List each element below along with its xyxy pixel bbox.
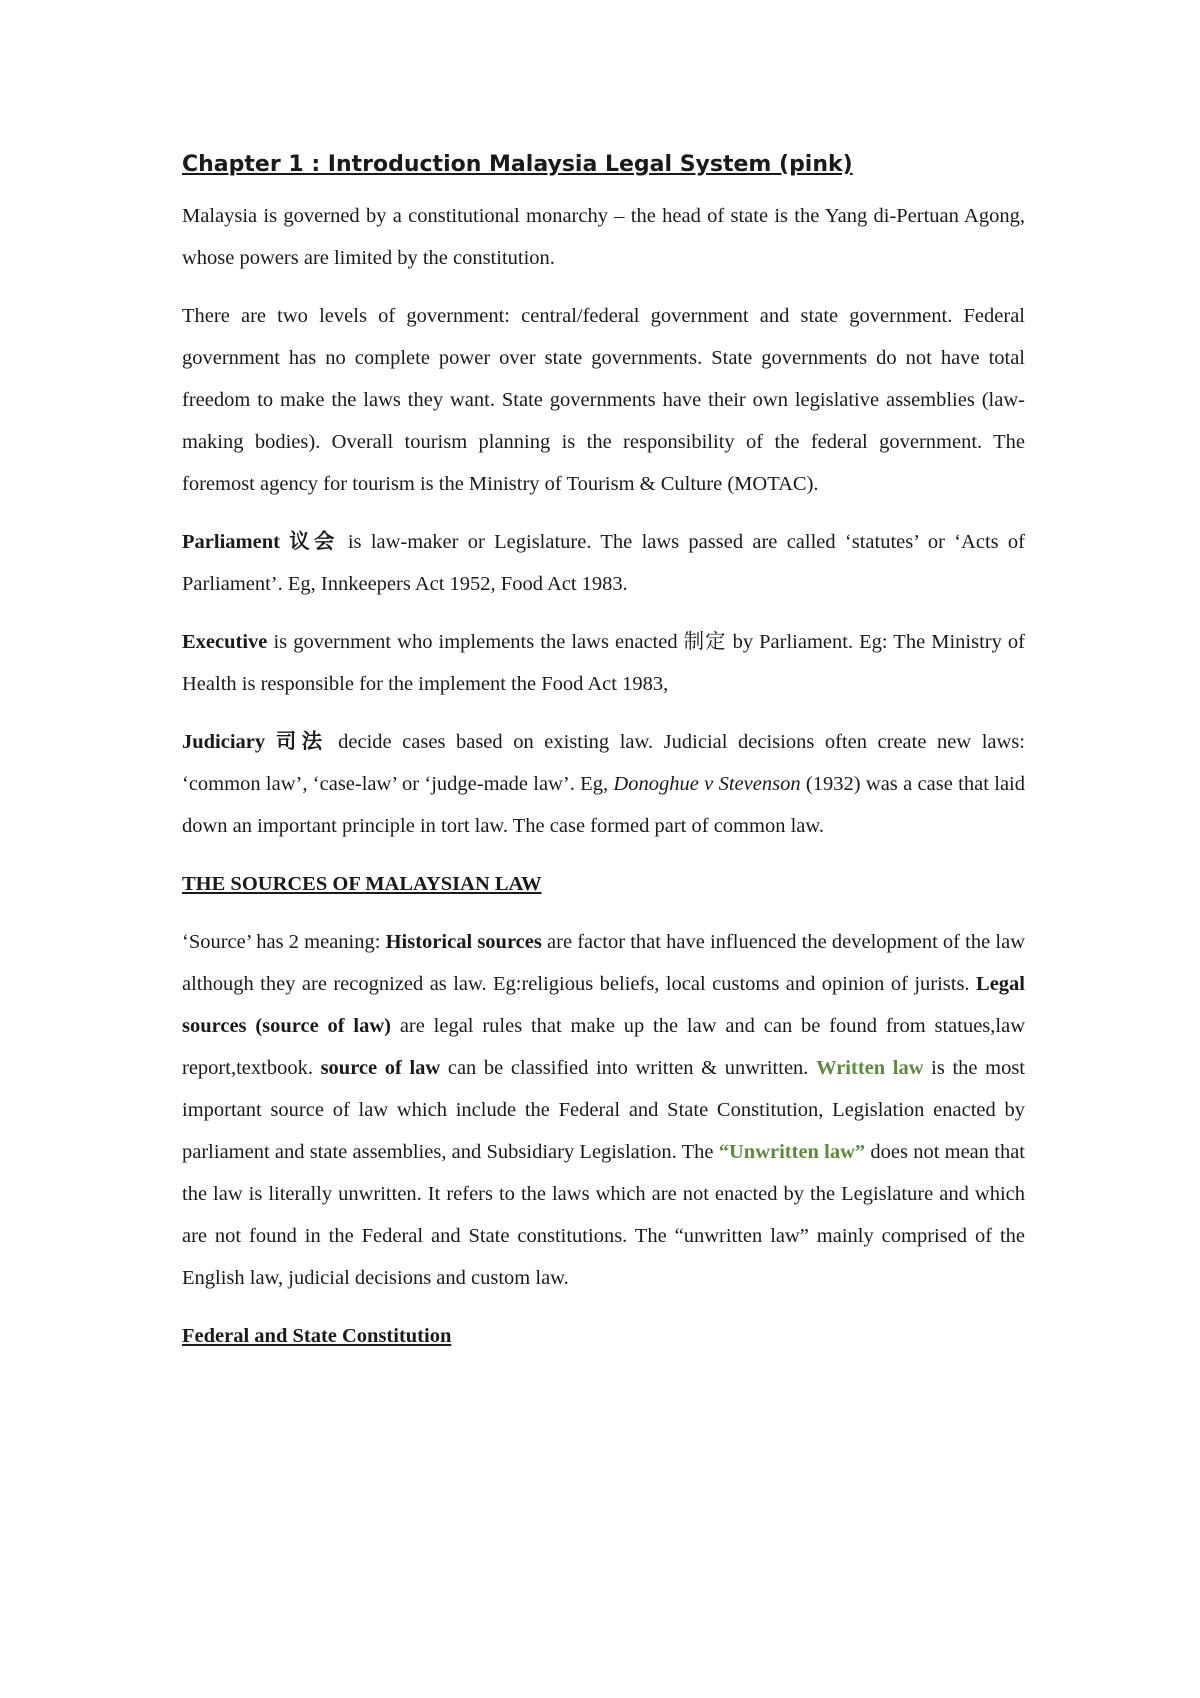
judiciary-paragraph [182,721,1025,847]
parliament-text: is law-maker or Legislature. The laws passed are called ‘statutes’ or ‘Acts of Parliament’. Eg, Innkeepers Act 1952, Food Act 1983. [182,531,1025,595]
constitution-heading: Federal and State Constitution [182,1325,452,1347]
sources-heading: THE SOURCES OF MALAYSIAN LAW [182,873,542,895]
judiciary-term: Judiciary 司法 [182,731,328,753]
intro-paragraph-1: Malaysia is governed by a constitutional monarchy – the head of state is the Yang di-Pertuan Agong, whose powers are limited by the constitution. [182,205,1025,269]
sources-text-4: can be classified into written & unwritten. [440,1057,817,1079]
sources-text-3: are legal rules that make up the law and can be found from statues,law report,textbook. [182,1015,1025,1079]
executive-text: is government who implements the laws enacted 制定 by Parliament. Eg: The Ministry of Health is responsible for the implement the Food Act 1983, [182,631,1025,695]
sources-paragraph [182,921,1025,1299]
document-page [182,145,1025,1373]
written-law-term: Written law [816,1057,924,1079]
sources-text-2: are factor that have influenced the development of the law although they are recognized as law. Eg:religious beliefs, local customs and opinion of jurists. [182,931,1025,995]
parliament-paragraph [182,521,1025,605]
source-of-law-term: source of law [320,1057,441,1079]
executive-term: Executive [182,631,268,653]
intro-paragraph-2: There are two levels of government: central/federal government and state government. Federal government has no complete power over state governments. State governments do not have total freedom to make the laws they want. State governments have their own legislative assemblies (law-making bodies). Overall tourism planning is the responsibility of the federal government. The foremost agency for tourism is the Ministry of Tourism & Culture (MOTAC). [182,305,1025,495]
executive-paragraph [182,621,1025,705]
case-name: Donoghue v Stevenson [613,773,801,795]
historical-sources-term: Historical sources [385,931,542,953]
legal-sources-term: Legal sources (source of law) [182,973,1025,1037]
sources-text-5: is the most important source of law which include the Federal and State Constitution, Legislation enacted by parliament and state assemblies, and Subsidiary Legislation. The [182,1057,1026,1163]
chapter-title: Chapter 1 : Introduction Malaysia Legal System (pink) [182,152,853,177]
judiciary-text-b: (1932) was a case that laid down an important principle in tort law. The case formed part of common law. [182,773,1025,837]
unwritten-law-term: “Unwritten law” [718,1141,866,1163]
sources-text-1: ‘Source’ has 2 meaning: [182,931,386,953]
judiciary-text-a: decide cases based on existing law. Judicial decisions often create new laws: ‘common law’, ‘case-law’ or ‘judge-made law’. Eg, [182,731,1025,795]
parliament-term: Parliament 议会 [182,531,339,553]
sources-text-6: does not mean that the law is literally unwritten. It refers to the laws which are not enacted by the Legislature and which are not found in the Federal and State constitutions. The “unwritten law” mainly comprised of the English law, judicial decisions and custom law. [182,1141,1025,1289]
